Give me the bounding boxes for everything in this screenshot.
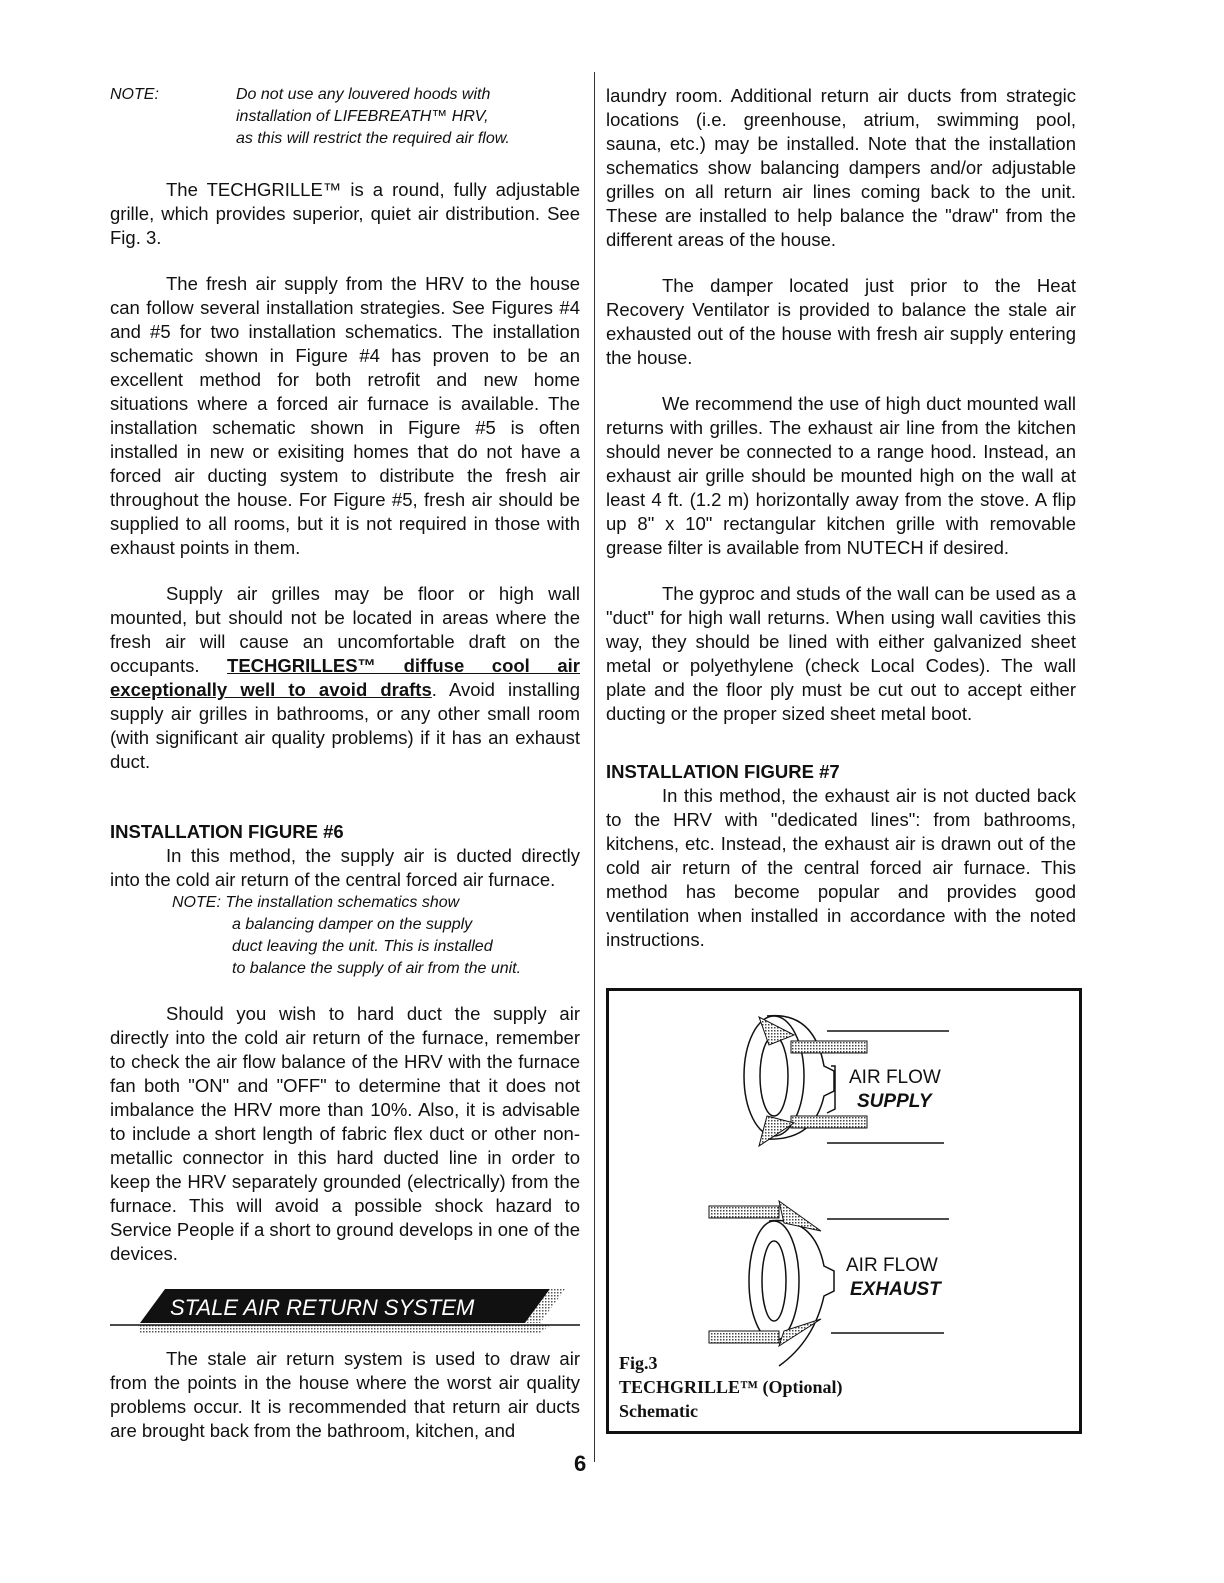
supply-arrow-bottom: [759, 1116, 794, 1146]
caption-fig-number: Fig.3: [619, 1353, 658, 1373]
paragraph-hard-duct: Should you wish to hard duct the supply air directly into the cold air return of the furnace, remember to check the air flow balance of the HRV with the furnace fan both "ON" and "OFF" to determine that it does not imbalance the HRV more than 10%. Also, it is advisable to include a short length of fabric flex duct or other non-metallic connector in this hard ducted line in order to keep the HRV separately grounded (electrically) from the furnace. This will avoid a possible shock hazard to Service People if a short to ground develops in one of the devices.: [110, 1003, 580, 1264]
supply-label: [849, 1066, 941, 1114]
note-line: to balance the supply of air from the unit.: [232, 960, 522, 977]
right-column: [606, 84, 1076, 952]
heading-installation-figure-6: INSTALLATION FIGURE #6: [110, 821, 344, 842]
column-divider: [594, 72, 595, 1462]
note-label: NOTE:: [110, 86, 159, 103]
caption-title: TECHGRILLE™ (Optional): [619, 1377, 843, 1397]
exhaust-arrow-bottom: [779, 1319, 821, 1346]
exhaust-duct-bottom: [709, 1331, 779, 1343]
note-line: as this will restrict the required air flow.: [236, 130, 510, 147]
figure-3-box: [606, 988, 1082, 1434]
paragraph-figure-7: In this method, the exhaust air is not ducted back to the HRV with "dedicated lines": from bathrooms, kitchens, etc. Instead, the exhaust air is drawn out of the cold air return of the central forced air furnace. This method has become popular and provides good ventilation when installed in accordance with the noted instructions.: [606, 785, 1076, 950]
supply-text-end: . Avoid installing supply air grilles in bathrooms, or any other small room (with significant air quality problems) if it has an exhaust duct.: [110, 679, 580, 772]
supply-arrow-top: [759, 1017, 794, 1045]
supply-duct-bottom: [791, 1116, 867, 1128]
left-column: [110, 84, 580, 1266]
note-line: Do not use any louvered hoods with: [236, 86, 491, 103]
note-line: duct leaving the unit. This is installed: [232, 938, 493, 955]
paragraph-fresh-air: The fresh air supply from the HRV to the house can follow several installation strategies. See Figures #4 and #5 for two installation schematics. The installation schematic shown in Figure #4 has proven to be an excellent method for both retrofit and new home situations where a forced air furnace is available. The installation schematic shown in Figure #5 is often installed in new or exisiting homes that do not have a forced air ducting system to distribute the fresh air throughout the house. For Figure #5, fresh air should be supplied to all rooms, but it is not required in those with exhaust points in them.: [110, 273, 580, 558]
paragraph-figure-6: In this method, the supply air is ducted directly into the cold air return of the central forced air furnace.: [110, 845, 580, 890]
paragraph-gyproc: The gyproc and studs of the wall can be used as a "duct" for high wall returns. When using wall cavities this way, they should be lined with either galvanized sheet metal or polyethylene (check Local Codes). The wall plate and the floor ply must be cut out to accept either ducting or the proper sized sheet metal boot.: [606, 583, 1076, 724]
banner-title: STALE AIR RETURN SYSTEM: [170, 1295, 475, 1320]
note-balancing-damper: [172, 892, 580, 980]
heading-installation-figure-7: INSTALLATION FIGURE #7: [606, 761, 840, 782]
section-banner: [110, 1283, 580, 1338]
exhaust-label: [846, 1254, 941, 1302]
supply-duct-top: [791, 1041, 867, 1053]
exhaust-label-sub: EXHAUST: [850, 1279, 941, 1300]
exhaust-label-line: AIR FLOW: [846, 1255, 938, 1276]
paragraph-stale-air: The stale air return system is used to draw air from the points in the house where the worst air quality problems occur. It is recommended that return air ducts are brought back from the bathroom, kitchen, and: [110, 1348, 580, 1441]
paragraph-techgrille: The TECHGRILLE™ is a round, fully adjustable grille, which provides superior, quiet air distribution. See Fig. 3.: [110, 179, 580, 248]
exhaust-duct-top: [709, 1206, 779, 1218]
page-number: 6: [574, 1451, 587, 1476]
supply-label-sub: SUPPLY: [857, 1091, 932, 1112]
banner-graphic: [110, 1283, 580, 1338]
paragraph-damper: The damper located just prior to the Heat Recovery Ventilator is provided to balance the stale air exhausted out of the house with fresh air supply entering the house.: [606, 275, 1076, 368]
paragraph-laundry-room: laundry room. Additional return air ducts from strategic locations (i.e. greenhouse, atrium, swimming pool, sauna, etc.) may be installed. Note that the installation schematics show balancing dampers and/or adjustable grilles on all return air lines coming back to the unit. These are installed to help balance the "draw" from the different areas of the house.: [606, 85, 1076, 250]
note-label: NOTE:: [172, 894, 221, 911]
note-line: a balancing damper on the supply: [232, 916, 473, 933]
note-line: installation of LIFEBREATH™ HRV,: [236, 108, 489, 125]
techgrilles-emphasis: TECHGRILLES™ diffuse cool air exceptionally well to avoid drafts: [110, 655, 580, 700]
caption-subtitle: Schematic: [619, 1401, 698, 1421]
stale-air-section: [110, 1347, 580, 1443]
supply-text-start: Supply air grilles may be floor or high wall mounted, but should not be located in areas where the fresh air will cause an uncomfortable draft on the occupants.: [110, 583, 580, 676]
figure-3-caption: [619, 1351, 843, 1423]
paragraph-supply-grilles: [110, 582, 580, 774]
paragraph-recommend: We recommend the use of high duct mounted wall returns with grilles. The exhaust air line from the kitchen should never be connected to a range hood. Instead, an exhaust air grille should be mounted high on the wall at least 4 ft. (1.2 m) horizontally away from the stove. A flip up 8" x 10" rectangular kitchen grille with removable grease filter is available from NUTECH if desired.: [606, 393, 1076, 558]
note-louvered-hoods: [110, 84, 580, 150]
note-line: The installation schematics show: [225, 894, 460, 911]
supply-label-line: AIR FLOW: [849, 1067, 941, 1088]
